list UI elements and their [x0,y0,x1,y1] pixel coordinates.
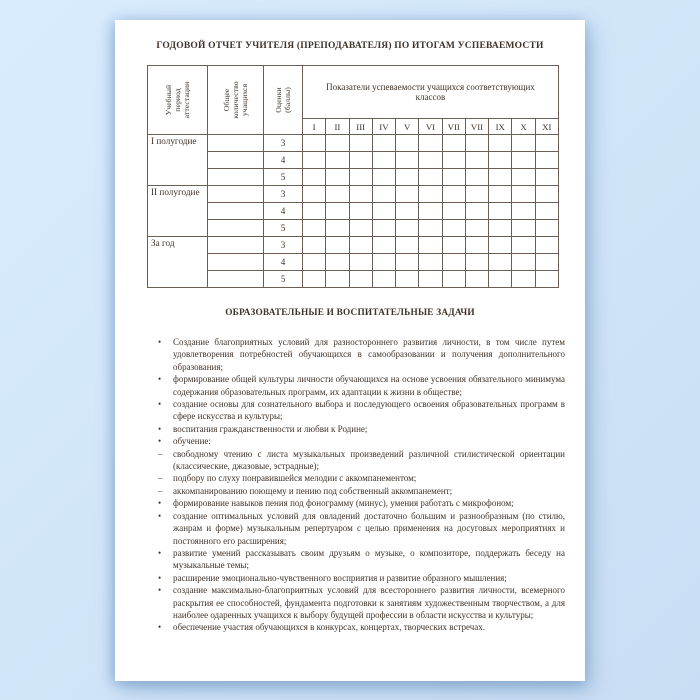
class-score-cell [303,220,326,237]
class-score-cell [303,254,326,271]
count-cell [208,186,264,203]
class-score-cell [419,169,442,186]
class-score-cell [535,152,558,169]
class-score-cell [442,152,465,169]
table-row [148,254,559,271]
class-score-cell [419,203,442,220]
class-score-cell [512,169,535,186]
grade-cell: 4 [264,152,303,169]
class-score-cell [442,135,465,152]
class-score-cell [326,271,349,288]
class-score-cell [442,203,465,220]
class-score-cell [372,254,395,271]
class-score-cell [396,152,419,169]
class-score-cell [349,271,372,288]
task-item [158,373,565,398]
task-item-text: создание основы для сознательного выбора и последующего освоения образовательных программ в сфере искусства и культуры; [173,399,565,422]
class-score-cell [442,254,465,271]
class-score-cell [512,203,535,220]
class-score-cell [349,254,372,271]
class-score-cell [465,203,488,220]
class-score-cell [465,186,488,203]
class-score-cell [535,203,558,220]
task-item [158,572,565,584]
section-heading: ОБРАЗОВАТЕЛЬНЫЕ И ВОСПИТАТЕЛЬНЫЕ ЗАДАЧИ [225,308,475,318]
class-score-cell [326,169,349,186]
task-item [158,448,565,473]
class-score-cell [396,135,419,152]
grades-column-header-label: Оценки (баллы) [273,87,292,113]
period-column-header [148,66,208,135]
table-row [148,237,559,254]
class-score-cell [326,152,349,169]
page-title: ГОДОВОЙ ОТЧЕТ УЧИТЕЛЯ (ПРЕПОДАВАТЕЛЯ) ПО ИТОГАМ УСПЕВАЕМОСТИ [156,41,544,51]
grade-cell: 5 [264,169,303,186]
table-row [148,169,559,186]
class-score-cell [396,220,419,237]
table-row [148,203,559,220]
task-item-marker: • [158,399,162,410]
class-score-cell [303,135,326,152]
class-score-cell [396,271,419,288]
table-row [148,186,559,203]
class-score-cell [419,152,442,169]
class-column-header: IX [489,119,512,135]
grade-cell: 5 [264,271,303,288]
task-item-marker: • [158,572,162,583]
task-item-marker: • [158,498,162,509]
task-item-text: обучение: [173,436,211,447]
period-cell: I полугодие [148,135,208,186]
class-score-cell [326,237,349,254]
class-score-cell [442,237,465,254]
class-score-cell [349,169,372,186]
task-item [158,497,565,509]
class-score-cell [512,237,535,254]
class-score-cell [489,203,512,220]
class-score-cell [512,152,535,169]
class-score-cell [535,271,558,288]
class-score-cell [372,237,395,254]
class-column-header: X [512,119,535,135]
class-score-cell [349,186,372,203]
document-page [115,20,585,681]
class-column-header: VI [419,119,442,135]
class-score-cell [535,237,558,254]
task-item-marker: • [158,423,162,434]
class-score-cell [419,220,442,237]
table-row [148,152,559,169]
count-cell [208,152,264,169]
class-score-cell [419,254,442,271]
class-score-cell [465,237,488,254]
period-column-header-label: Учебный период аттестации [163,81,192,119]
period-cell: За год [148,237,208,288]
count-cell [208,203,264,220]
class-score-cell [349,152,372,169]
task-item-text: обеспечение участия обучающихся в конкурсах, концертах, творческих встречах. [173,622,486,633]
class-score-cell [512,254,535,271]
class-column-header: II [326,119,349,135]
total-students-column-header [208,66,264,135]
class-score-cell [465,135,488,152]
grade-cell: 3 [264,186,303,203]
task-item-text: формирование общей культуры личности обучающихся на основе усвоения обязательного минимума содержания образовательных программ, их адаптации к жизни в обществе; [173,374,565,397]
class-score-cell [489,271,512,288]
class-score-cell [419,135,442,152]
task-item [158,485,565,497]
grade-cell: 5 [264,220,303,237]
class-score-cell [465,254,488,271]
task-item-marker: • [158,585,162,596]
class-score-cell [372,152,395,169]
task-item [158,547,565,572]
class-column-header: I [303,119,326,135]
grade-cell: 3 [264,135,303,152]
class-score-cell [442,169,465,186]
class-score-cell [535,254,558,271]
task-item-text: формирование навыков пения под фонограмму (минус), умения работать с микрофоном; [173,498,514,509]
class-column-header: V [396,119,419,135]
class-score-cell [396,237,419,254]
count-cell [208,135,264,152]
class-column-header: VII [442,119,465,135]
grade-cell: 4 [264,203,303,220]
class-score-cell [419,186,442,203]
class-score-cell [396,186,419,203]
class-score-cell [419,271,442,288]
class-score-cell [512,271,535,288]
class-score-cell [489,152,512,169]
class-score-cell [465,152,488,169]
class-score-cell [303,271,326,288]
total-students-column-header-label: Общее количество учащихся [221,81,250,119]
grades-column-header [264,66,303,135]
task-item [158,336,565,373]
task-item [158,584,565,621]
table-row [148,220,559,237]
class-score-cell [349,203,372,220]
task-item [158,472,565,484]
task-item-marker: • [158,337,162,347]
class-score-cell [512,135,535,152]
task-item-marker: • [158,510,162,521]
class-score-cell [349,237,372,254]
class-score-cell [372,220,395,237]
task-item-text: воспитания гражданственности и любви к Родине; [173,423,368,434]
task-item [158,621,565,633]
task-item-marker: • [158,622,162,633]
class-score-cell [535,220,558,237]
class-score-cell [535,135,558,152]
count-cell [208,220,264,237]
task-item-text: свободному чтению с листа музыкальных произведений различной стилистической ориентации (классические, джазовые, эстрадные); [173,448,565,472]
class-score-cell [442,271,465,288]
task-item [158,423,565,435]
class-score-cell [326,186,349,203]
class-score-cell [489,237,512,254]
grade-cell: 3 [264,237,303,254]
class-column-header: IV [372,119,395,135]
class-score-cell [489,220,512,237]
class-score-cell [372,169,395,186]
task-item [158,435,565,447]
task-item-text: создание оптимальных условий для овладений достаточно большим и разнообразным (по стилю, жанрам и форме) музыкальным репертуаром с целью применения на досуговых мероприятиях и постоянного его расширения; [173,510,565,546]
class-score-cell [396,169,419,186]
class-score-cell [372,135,395,152]
class-score-cell [535,169,558,186]
class-score-cell [303,186,326,203]
table-row [148,135,559,152]
task-item-marker: – [158,448,163,459]
tasks-list [158,336,565,634]
task-item-marker: • [158,374,162,385]
class-score-cell [465,220,488,237]
task-item [158,510,565,547]
task-item-marker: – [158,485,163,496]
period-cell: II полугодие [148,186,208,237]
class-score-cell [396,254,419,271]
class-column-header: XI [535,119,558,135]
class-score-cell [465,271,488,288]
task-item-marker: • [158,547,162,558]
indicators-header: Показатели успеваемости учащихся соответствующих классов [303,66,559,119]
task-item-text: развитие умений рассказывать своим друзьям о музыке, о композиторе, поддержать беседу на музыкальные темы; [173,547,565,571]
class-score-cell [349,135,372,152]
class-score-cell [303,152,326,169]
class-score-cell [535,186,558,203]
task-item-text: подбору по слуху понравившейся мелодии с аккомпанементом; [173,473,417,484]
count-cell [208,254,264,271]
class-score-cell [489,254,512,271]
class-score-cell [489,135,512,152]
class-score-cell [489,186,512,203]
class-score-cell [372,203,395,220]
class-score-cell [442,220,465,237]
count-cell [208,271,264,288]
class-score-cell [442,186,465,203]
table-row [148,271,559,288]
task-item-text: Создание благоприятных условий для разностороннего развития личности, в том числе путем удовлетворения потребностей обучающихся в самообразовании и получения дополнительного образования; [173,337,565,372]
grade-cell: 4 [264,254,303,271]
class-score-cell [326,135,349,152]
class-score-cell [512,186,535,203]
class-score-cell [396,203,419,220]
count-cell [208,169,264,186]
class-score-cell [303,203,326,220]
class-score-cell [349,220,372,237]
class-score-cell [326,254,349,271]
class-score-cell [303,237,326,254]
table-header-row [148,66,559,119]
class-score-cell [303,169,326,186]
class-score-cell [326,220,349,237]
task-item-text: создание максимально-благоприятных условий для всестороннего развития личности, всемерного раскрытия ее способностей, фундамента подготовки к занятиям художественным творчеством, а для наиболее одаренных учащихся к выбору будущей профессии в области искусства и культуры; [173,585,565,620]
class-score-cell [465,169,488,186]
class-score-cell [419,237,442,254]
task-item-text: аккомпанированию поющему и пению под собственный аккомпанемент; [173,485,453,496]
class-column-header: III [349,119,372,135]
task-item-text: расширение эмоционально-чувственного восприятия и развитие образного мышления; [173,572,507,583]
class-column-header: VII [465,119,488,135]
task-item-marker: • [158,436,162,447]
class-score-cell [372,186,395,203]
class-score-cell [372,271,395,288]
class-score-cell [326,203,349,220]
task-item-marker: – [158,473,163,484]
task-item [158,398,565,423]
class-score-cell [489,169,512,186]
class-score-cell [512,220,535,237]
count-cell [208,237,264,254]
performance-table [147,65,559,288]
